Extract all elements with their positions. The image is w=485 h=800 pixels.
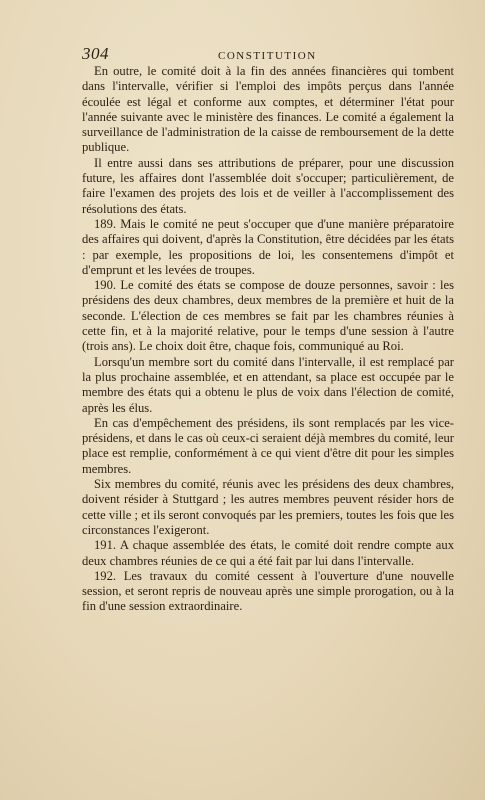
paragraph-finances: En outre, le comité doit à la fin des années financières qui tombent dans l'intervalle, vérifier si l'emploi des impôts perçus dans l'année écoulée est légal et conforme aux comptes, et déterminer l'état pour l'année suivante avec le ministère des finances. Le comité a également la surveillance de l'administration de la caisse de remboursement de la dette publique. bbox=[82, 64, 454, 155]
paragraph-attributions: Il entre aussi dans ses attributions de préparer, pour une discussion future, les affaires dont l'assemblée doit s'occuper; particulièrement, de faire l'examen des projets des lois et de veiller à l'accomplissement des résolutions des états. bbox=[82, 155, 454, 216]
paragraph-member-replacement: Lorsqu'un membre sort du comité dans l'intervalle, il est remplacé par la plus prochaine assemblée, et en attendant, sa place est occupée par le membre des états qui a obtenu le plus de voix dans l'élection de comité, après les élus. bbox=[82, 354, 454, 415]
paragraph-article-192: 192. Les travaux du comité cessent à l'ouverture d'une nouvelle session, et seront repris de nouveau après une simple prorogation, ou à la fin d'une session extraordinaire. bbox=[82, 568, 454, 614]
paragraph-article-189: 189. Mais le comité ne peut s'occuper que d'une manière préparatoire des affaires qui doivent, d'après la Constitution, être décidées par les états : par exemple, les propositions de loi, les consentemens d'impôt et d'emprunt et les levées de troupes. bbox=[82, 216, 454, 277]
page-header bbox=[82, 44, 454, 66]
running-title: CONSTITUTION bbox=[218, 50, 317, 62]
body-text bbox=[82, 64, 454, 615]
paragraph-article-190: 190. Le comité des états se compose de douze personnes, savoir : les présidens des deux chambres, deux membres de la première et huit de la seconde. L'élection de ces membres se fait par les chambres réunies à cette fin, et à la majorité relative, pour le temps d'une session à l'autre (trois ans). Le choix doit être, chaque fois, communiqué au Roi. bbox=[82, 278, 454, 354]
paragraph-president-replacement: En cas d'empêchement des présidens, ils sont remplacés par les vice-présidens, et dans le cas où ceux-ci seraient déjà membres du comité, leur place est remplie, conformément à ce qui vient d'être dit pour les simples membres. bbox=[82, 415, 454, 476]
paragraph-article-191: 191. A chaque assemblée des états, le comité doit rendre compte aux deux chambres réunies de ce qui a été fait par lui dans l'intervalle. bbox=[82, 538, 454, 568]
page-number: 304 bbox=[82, 44, 109, 63]
paragraph-residence: Six membres du comité, réunis avec les présidens des deux chambres, doivent résider à Stuttgard ; les autres membres peuvent résider hors de cette ville ; et ils seront convoqués par les premiers, toutes les fois que les circonstances l'exigeront. bbox=[82, 477, 454, 537]
